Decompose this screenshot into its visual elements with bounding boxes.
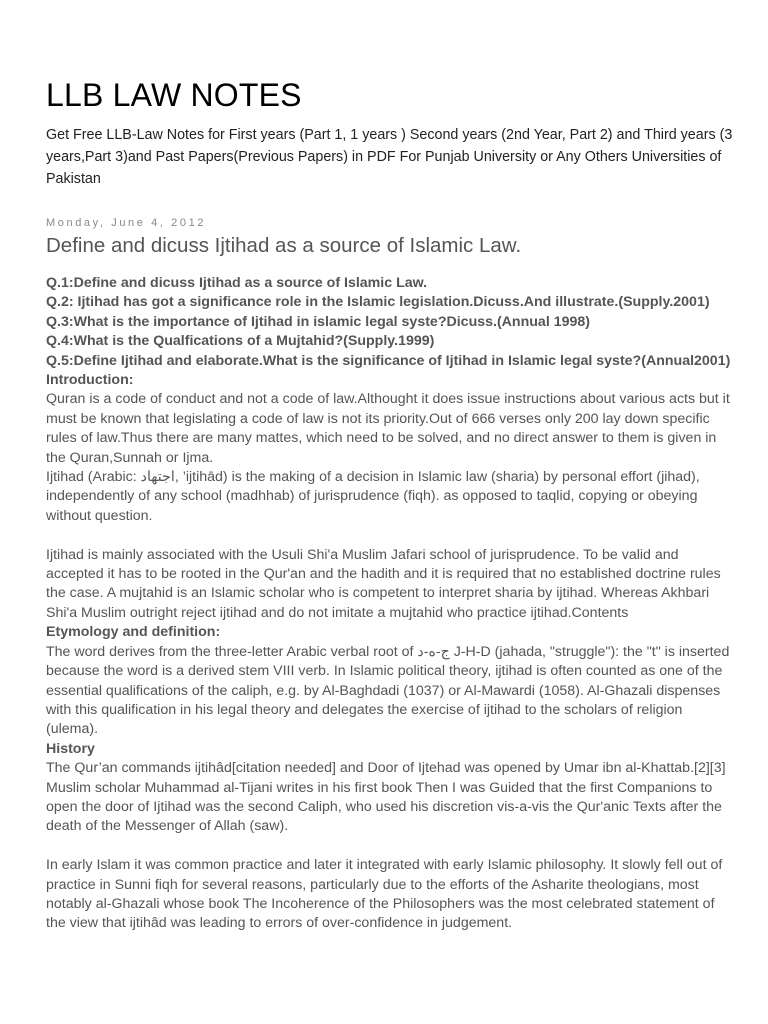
blog-post (46, 216, 736, 934)
history-paragraph-1: The Qur’an commands ijtihâd[citation needed] and Door of Ijtehad was opened by Umar ibn al-Khattab.[2][3] Muslim scholar Muhammad al-Tijani writes in his first book Then I was Guided that the first Companions to open the door of Ijtihad was the second Caliph, who used his discretion vis-a-vis the Qur'anic Texts after the death of the Messenger of Allah (saw). (46, 760, 726, 835)
intro-paragraph-2: Ijtihad (Arabic: اجتهاد, ’ijtihād) is the making of a decision in Islamic law (sharia) by personal effort (jihad), independently of any school (madhhab) of jurisprudence (fiqh). as opposed to taqlid, copying or obeying without question. (46, 469, 700, 524)
blog-title[interactable]: LLB LAW NOTES (46, 77, 302, 113)
question-4: Q.4:What is the Qualfications of a Mujtahid?(Supply.1999) (46, 333, 435, 350)
question-5: Q.5:Define Ijtihad and elaborate.What is the significance of Ijtihad in Islamic legal syste?(Annual2001) (46, 352, 731, 369)
etymology-heading: Etymology and definition: (46, 624, 221, 641)
etymology-paragraph: The word derives from the three-letter Arabic verbal root of ج-ه-د J-H-D (jahada, "struggle"): the "t" is inserted because the word is a derived stem VIII verb. In Islamic political theory, ijtihad is often counted as one of the essential qualifications of the caliph, e.g. by Al-Baghdadi (1037) or Al-Mawardi (1058). Al-Ghazali dispenses with this qualification in his legal theory and delegates the exercise of ijtihad to the scholars of religion (ulema). (46, 643, 730, 738)
history-paragraph-2: In early Islam it was common practice and later it integrated with early Islamic philosophy. It slowly fell out of practice in Sunni fiqh for several reasons, particularly due to the efforts of the Asharite theologians, most notably al-Ghazali whose book The Incoherence of the Philosophers was the most celebrated statement of the view that ijtihâd was leading to errors of over-confidence in judgement. (46, 857, 723, 932)
paragraph-gap (46, 526, 736, 545)
paragraph-gap (46, 837, 736, 856)
introduction-heading: Introduction: (46, 372, 134, 389)
question-3: Q.3:What is the importance of Ijtihad in islamic legal syste?Dicuss.(Annual 1998) (46, 313, 590, 330)
post-title[interactable]: Define and dicuss Ijtihad as a source of Islamic Law. (46, 234, 522, 257)
blog-header (46, 76, 736, 190)
question-1: Q.1:Define and dicuss Ijtihad as a source of Islamic Law. (46, 275, 428, 291)
question-2: Q.2: Ijtihad has got a significance role in the Islamic legislation.Dicuss.And illustrate.(Supply.2001) (46, 294, 710, 311)
post-body (46, 274, 736, 934)
post-date: Monday, June 4, 2012 (46, 217, 207, 229)
intro-paragraph-1: Quran is a code of conduct and not a code of law.Althought it does issue instructions about various acts but it must be known that legislating a code of law is not its priority.Out of 666 verses only 200 lay down specific rules of law.Thus there are many mattes, which need to be solved, and no direct answer to them is given in the Quran,Sunnah or Ijma. (46, 391, 730, 466)
history-heading: History (46, 740, 95, 757)
blog-description: Get Free LLB-Law Notes for First years (Part 1, 1 years ) Second years (2nd Year, Part 2) and Third years (3 years,Part 3)and Past Papers(Previous Papers) in PDF For Punjab University or Any Others Universities of Pakistan (46, 127, 733, 187)
intro-paragraph-3: Ijtihad is mainly associated with the Usuli Shi'a Muslim Jafari school of jurisprudence. To be valid and accepted it has to be rooted in the Qur'an and the hadith and it is required that no established doctrine rules the case. A mujtahid is an Islamic scholar who is competent to interpret sharia by ijtihad. Whereas Akhbari Shi'a Muslim outright reject ijtihad and do not imitate a mujtahid who practice ijtihad.Contents (46, 546, 721, 621)
